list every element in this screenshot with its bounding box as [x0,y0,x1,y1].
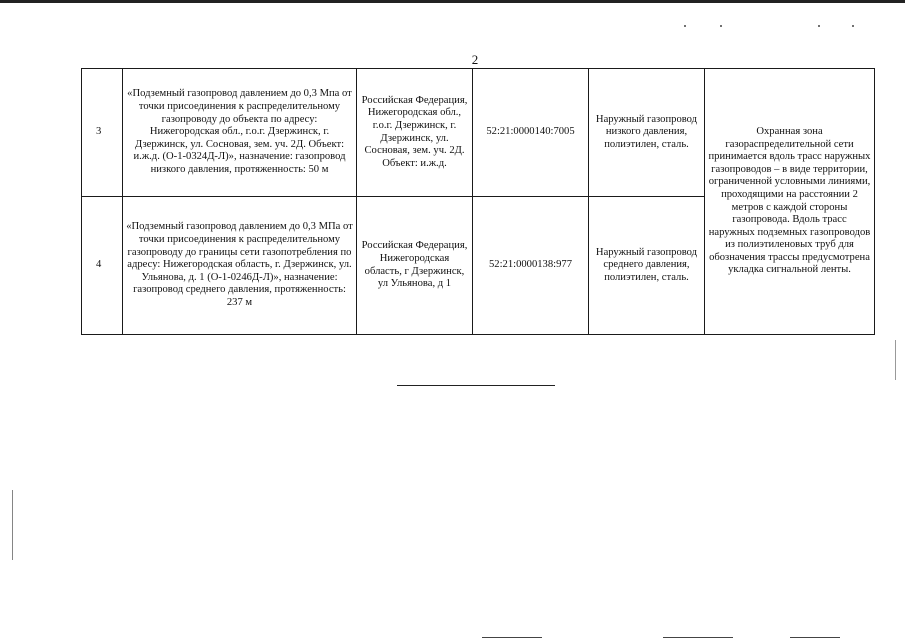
object-description-cell: «Подземный газопровод давлением до 0,3 МПа от точки присоединения к распределительному газопроводу до границы сети газопотребления по адресу: Нижегородская область, г. Дзержинск, ул. Ульянова, д. 1 (О-1-0246Д-Л)», назначение: газопровод среднего давления, протяженность: 237 м [123,197,357,335]
location-cell: Российская Федерация, Нижегородская область, г Дзержинск, ул Ульянова, д 1 [357,197,473,335]
scan-bottom-mark [663,637,733,638]
location-cell: Российская Федерация, Нижегородская обл., г.о.г. Дзержинск, г. Дзержинск, ул. Сосновая, зем. уч. 2Д. Объект: и.ж.д. [357,69,473,197]
object-description-cell: «Подземный газопровод давлением до 0,3 Мпа от точки присоединения к распределительному газопроводу до объекта по адресу: Нижегородская обл., г.о.г. Дзержинск, г. Дзержинск, ул. Сосновая, зем. уч. 2Д. Объект: и.ж.д. (О-1-0324Д-Л)», назначение: газопровод низкого давления, протяженность: 50 м [123,69,357,197]
protection-zone-cell: Охранная зона газораспределительной сети принимается вдоль трасс наружных газопроводов – в виде территории, ограниченной условными линиями, проходящими на расстоянии 2 метров с каждой стороны газопровода. Вдоль трасс наружных подземных газопроводов из полиэтиленовых труб для обозначения трассы предусмотрена укладка сигнальной ленты. [705,69,875,335]
scan-speck [684,25,686,27]
cadastral-number-cell: 52:21:0000140:7005 [473,69,589,197]
scan-speck [852,25,854,27]
scan-speck [818,25,820,27]
table-row [82,69,875,197]
scan-top-border [0,0,905,3]
gas-pipeline-table [81,68,875,335]
scan-bottom-mark [482,637,542,638]
scan-margin-mark [12,490,13,560]
scan-speck [720,25,722,27]
scan-margin-mark [895,340,896,380]
pipeline-type-cell: Наружный газопровод низкого давления, полиэтилен, сталь. [589,69,705,197]
closing-line [397,385,555,386]
row-number-cell: 4 [82,197,123,335]
cadastral-number-cell: 52:21:0000138:977 [473,197,589,335]
scan-bottom-mark [790,637,840,638]
page-number: 2 [471,52,479,67]
row-number-cell: 3 [82,69,123,197]
pipeline-type-cell: Наружный газопровод среднего давления, полиэтилен, сталь. [589,197,705,335]
